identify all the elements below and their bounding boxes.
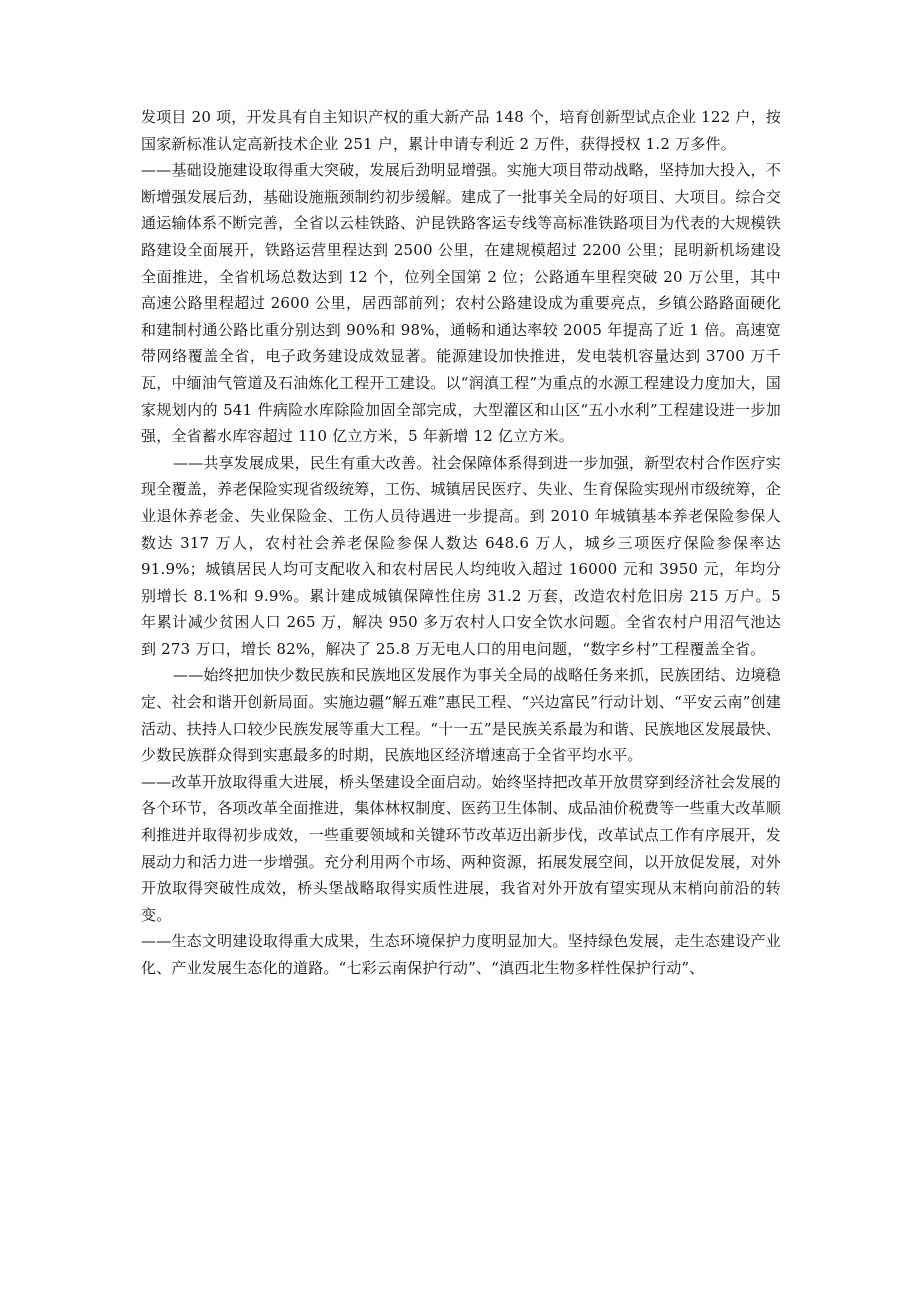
- paragraph-ethnic-development: ——始终把加快少数民族和民族地区发展作为事关全局的战略任务来抓，民族团结、边境稳定、社会和谐开创新局面。实施边疆“解五难”惠民工程、“兴边富民”行动计划、“平安云南”创建活动、扶持人口较少民族发展等重大工程。“十一五”是民族关系最为和谐、民族地区发展最快、少数民族群众得到实惠最多的时期，民族地区经济增速高于全省平均水平。: [141, 666, 782, 765]
- paragraph-ecology: ——生态文明建设取得重大成果，生态环境保护力度明显加大。坚持绿色发展，走生态建设产业化、产业发展生态化的道路。“七彩云南保护行动”、“滇西北生物多样性保护行动”、: [141, 932, 781, 977]
- paragraph-infrastructure: ——基础设施建设取得重大突破，发展后劲明显增强。实施大项目带动战略，坚持加大投入，不断增强发展后劲，基础设施瓶颈制约初步缓解。建成了一批事关全局的好项目、大项目。综合交通运输体系不断完善，全省以云桂铁路、沪昆铁路客运专线等高标准铁路项目为代表的大规模铁路建设全面展开，铁路运营里程达到 2500 公里，在建规模超过 2200 公里；昆明新机场建设全面推进，全省机场总数达到 12 个，位列全国第 2 位；公路通车里程突破 20 万公里，其中高速公路里程超过 2600 公里，居西部前列；农村公路建设成为重要亮点，乡镇公路路面硬化和建制村通公路比重分别达到 90%和 98%，通畅和通达率较 2005 年提高了近 1 倍。高速宽带网络覆盖全省，电子政务建设成效显著。能源建设加快推进，发电装机容量达到 3700 万千瓦，中缅油气管道及石油炼化工程开工建设。以“润滇工程”为重点的水源工程建设力度加大，国家规划内的 541 件病险水库除险加固全部完成，大型灌区和山区“五小水利”工程建设进一步加强，全省蓄水库容超过 110 亿立方米，5 年新增 12 亿立方米。: [141, 161, 781, 446]
- paragraph-reform-opening: ——改革开放取得重大进展，桥头堡建设全面启动。始终坚持把改革开放贯穿到经济社会发展的各个环节，各项改革全面推进，集体林权制度、医药卫生体制、成品油价税费等一些重大改革顺利推进并取得初步成效，一些重要领域和关键环节改革迈出新步伐，改革试点工作有序展开，发展动力和活力进一步增强。充分利用两个市场、两种资源，拓展发展空间，以开放促发展，对外开放取得突破性成效，桥头堡战略取得实质性进展，我省对外开放有望实现从末梢向前沿的转变。: [141, 772, 781, 924]
- paragraph-tech-innovation: 发项目 20 项，开发具有自主知识产权的重大新产品 148 个，培育创新型试点企业 122 户，按国家新标准认定高新技术企业 251 户，累计申请专利近 2 万件，获得授权 1.2 万多件。: [141, 108, 781, 153]
- paragraph-livelihood: ——共享发展成果，民生有重大改善。社会保障体系得到进一步加强，新型农村合作医疗实现全覆盖，养老保险实现省级统筹，工伤、城镇居民医疗、失业、生育保险实现州市级统筹，企业退休养老金、失业保险金、工伤人员待遇进一步提高。到 2010 年城镇基本养老保险参保人数达 317 万人，农村社会养老保险参保人数达 648.6 万人，城乡三项医疗保险参保率达 91.9%；城镇居民人均可支配收入和农村居民人均纯收入超过 16000 元和 3950 元，年均分别增长 8.1%和 9.9%。累计建成城镇保障性住房 31.2 万套，改造农村危旧房 215 万户。5 年累计减少贫困人口 265 万，解决 950 多万农村人口安全饮水问题。全省农村户用沼气池达到 273 万口，增长 82%，解决了 25.8 万无电人口的用电问题，“数字乡村”工程覆盖全省。: [141, 453, 782, 658]
- document-page: [141, 104, 781, 982]
